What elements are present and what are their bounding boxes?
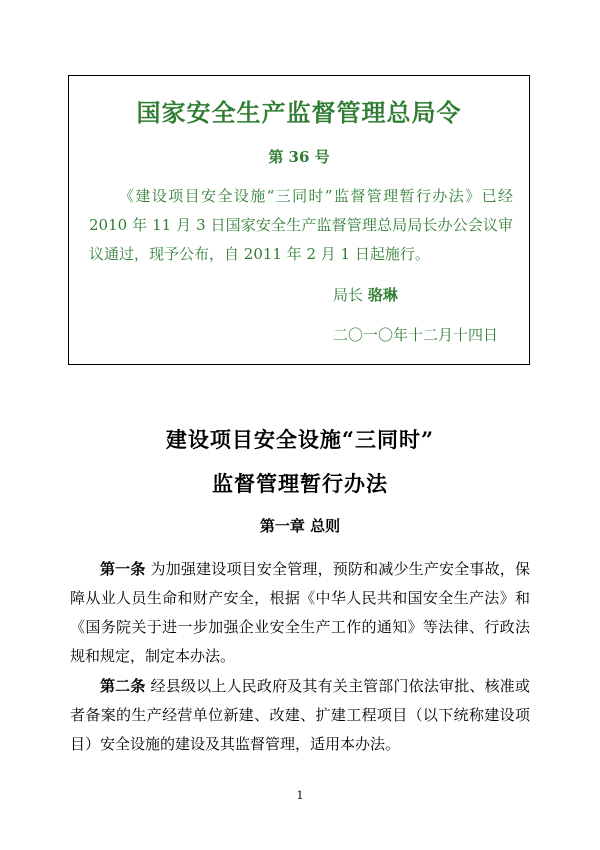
article-2-text: 经县级以上人民政府及其有关主管部门依法审批、核准或者备案的生产经营单位新建、改建、扩建工程项目（以下统称建设项目）安全设施的建设及其监督管理，适用本办法。: [70, 677, 530, 753]
document-title-line-1: 建设项目安全设施“三同时”: [165, 427, 435, 452]
decree-number: 第 36 号: [268, 148, 330, 166]
decree-body: 《建设项目安全设施“三同时”监督管理暂行办法》已经2010 年 11 月 3 日国家安全生产监督管理总局局长办公会议审议通过，现予公布，自 2011 年 2 月 1 日起施行。: [89, 187, 513, 263]
article-2-label: 第二条: [100, 677, 146, 695]
page-number: 1: [296, 789, 304, 802]
article-1: [70, 555, 530, 671]
article-1-label: 第一条: [100, 560, 146, 578]
signer-name: 骆琳: [367, 286, 398, 304]
decree-box: [68, 75, 530, 365]
decree-date: 二〇一〇年十二月十四日: [333, 326, 499, 344]
decree-title: 国家安全生产监督管理总局令: [136, 98, 462, 127]
article-1-text: 为加强建设项目安全管理，预防和减少生产安全事故，保障从业人员生命和财产安全，根据《中华人民共和国安全生产法》和《国务院关于进一步加强企业安全生产工作的通知》等法律、行政法规和规定，制定本办法。: [70, 560, 530, 665]
article-2: [70, 672, 530, 759]
decree-signer: [333, 284, 398, 305]
signer-title: 局长: [333, 286, 364, 304]
document-title-line-2: 监督管理暂行办法: [212, 471, 388, 496]
chapter-heading: 第一章 总则: [259, 517, 341, 535]
